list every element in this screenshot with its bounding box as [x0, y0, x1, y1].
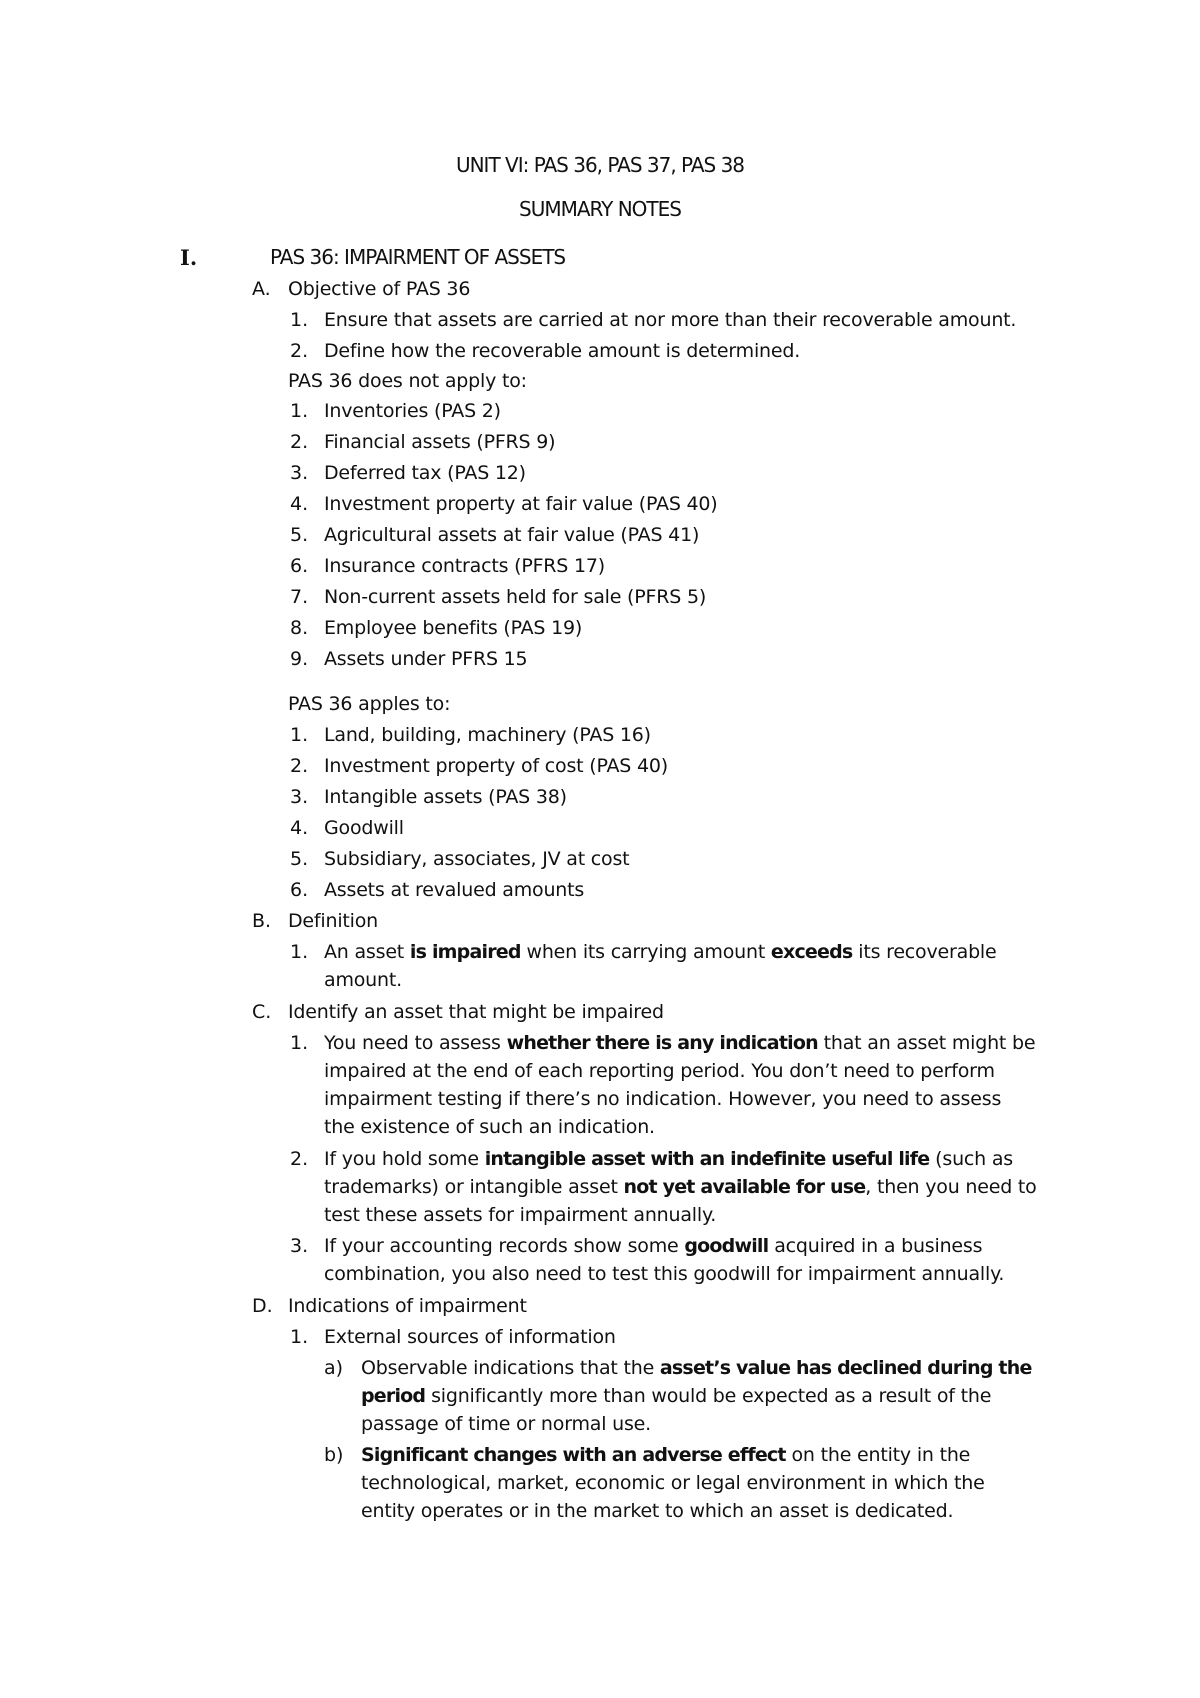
list-item: Non-current assets held for sale (PFRS 5) — [324, 586, 707, 608]
list-item: External sources of information — [324, 1326, 616, 1348]
paragraph-line: impaired at the end of each reporting period. You don’t need to perform — [324, 1060, 995, 1082]
heading-identify: Identify an asset that might be impaired — [288, 1001, 664, 1023]
list-marker: 1. — [290, 941, 309, 963]
list-marker: 1. — [290, 400, 309, 422]
paragraph-line: passage of time or normal use. — [361, 1413, 652, 1435]
list-item: Land, building, machinery (PAS 16) — [324, 724, 651, 746]
sublist-marker-a: a) — [324, 1357, 344, 1379]
subheading-not-apply: PAS 36 does not apply to: — [288, 370, 527, 392]
list-marker: 9. — [290, 648, 309, 670]
list-item: Employee benefits (PAS 19) — [324, 617, 583, 639]
list-marker: 2. — [290, 431, 309, 453]
paragraph-line: If your accounting records show some goodwill acquired in a business — [324, 1235, 983, 1257]
list-marker: 4. — [290, 817, 309, 839]
list-marker: 5. — [290, 524, 309, 546]
document-subtitle: SUMMARY NOTES — [519, 197, 681, 221]
list-item: Assets under PFRS 15 — [324, 648, 528, 670]
paragraph-line: Observable indications that the asset’s value has declined during the — [361, 1357, 1032, 1379]
paragraph-line: period significantly more than would be expected as a result of the — [361, 1385, 992, 1407]
heading-marker-b: B. — [252, 910, 272, 932]
paragraph-line: You need to assess whether there is any indication that an asset might be — [324, 1032, 1036, 1054]
list-item: Define how the recoverable amount is determined. — [324, 340, 801, 362]
list-item: Investment property at fair value (PAS 40) — [324, 493, 718, 515]
definition-line-1: An asset is impaired when its carrying amount exceeds its recoverable — [324, 941, 997, 963]
list-marker: 1. — [290, 309, 309, 331]
paragraph-line: the existence of such an indication. — [324, 1116, 655, 1138]
list-marker: 2. — [290, 340, 309, 362]
list-marker: 7. — [290, 586, 309, 608]
paragraph-line: If you hold some intangible asset with an indefinite useful life (such as — [324, 1148, 1013, 1170]
list-marker: 1. — [290, 1326, 309, 1348]
list-item: Intangible assets (PAS 38) — [324, 786, 567, 808]
list-marker: 8. — [290, 617, 309, 639]
list-marker: 1. — [290, 1032, 309, 1054]
paragraph-line: Significant changes with an adverse effect on the entity in the — [361, 1444, 971, 1466]
list-marker: 3. — [290, 786, 309, 808]
paragraph-line: test these assets for impairment annually. — [324, 1204, 717, 1226]
definition-line-2: amount. — [324, 969, 402, 991]
list-item: Financial assets (PFRS 9) — [324, 431, 556, 453]
list-item: Insurance contracts (PFRS 17) — [324, 555, 605, 577]
paragraph-line: combination, you also need to test this goodwill for impairment annually. — [324, 1263, 1005, 1285]
heading-definition: Definition — [288, 910, 379, 932]
heading-indications: Indications of impairment — [288, 1295, 527, 1317]
heading-objective: Objective of PAS 36 — [288, 278, 471, 300]
list-marker: 4. — [290, 493, 309, 515]
document-title: UNIT VI: PAS 36, PAS 37, PAS 38 — [455, 153, 745, 177]
subheading-applies: PAS 36 apples to: — [288, 693, 451, 715]
list-item: Deferred tax (PAS 12) — [324, 462, 526, 484]
list-marker: 1. — [290, 724, 309, 746]
list-item: Investment property of cost (PAS 40) — [324, 755, 668, 777]
paragraph-line: trademarks) or intangible asset not yet available for use, then you need to — [324, 1176, 1037, 1198]
list-item: Agricultural assets at fair value (PAS 41) — [324, 524, 700, 546]
list-marker: 3. — [290, 462, 309, 484]
paragraph-line: technological, market, economic or legal environment in which the — [361, 1472, 985, 1494]
list-marker: 3. — [290, 1235, 309, 1257]
list-item: Goodwill — [324, 817, 404, 839]
section-title: PAS 36: IMPAIRMENT OF ASSETS — [270, 245, 566, 269]
heading-marker-d: D. — [252, 1295, 273, 1317]
list-marker: 2. — [290, 755, 309, 777]
list-marker: 2. — [290, 1148, 309, 1170]
list-item: Subsidiary, associates, JV at cost — [324, 848, 630, 870]
sublist-marker-b: b) — [324, 1444, 344, 1466]
list-item: Ensure that assets are carried at nor more than their recoverable amount. — [324, 309, 1017, 331]
heading-marker-c: C. — [252, 1001, 272, 1023]
paragraph-line: impairment testing if there’s no indication. However, you need to assess — [324, 1088, 1002, 1110]
list-marker: 6. — [290, 879, 309, 901]
heading-marker-a: A. — [252, 278, 271, 300]
list-item: Inventories (PAS 2) — [324, 400, 501, 422]
paragraph-line: entity operates or in the market to which an asset is dedicated. — [361, 1500, 954, 1522]
list-marker: 5. — [290, 848, 309, 870]
list-marker: 6. — [290, 555, 309, 577]
list-item: Assets at revalued amounts — [324, 879, 585, 901]
section-number: I. — [180, 245, 198, 270]
